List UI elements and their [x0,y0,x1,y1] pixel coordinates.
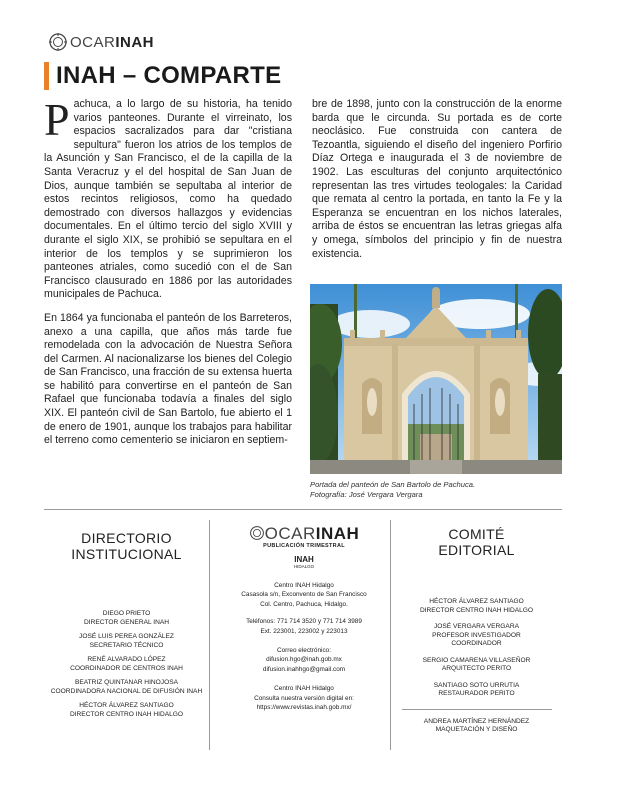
cemetery-gate-photo [310,284,562,474]
directory-person: RENÉ ALVARADO LÓPEZ COORDINADOR DE CENTROS INAH [70,656,183,672]
article-column-right [312,98,562,271]
directory-person: BEATRIZ QUINTANAR HINOJOSA COORDINADORA NACIONAL DE DIFUSIÓN INAH [50,679,203,695]
contact-info [218,520,390,750]
website-link[interactable]: https://www.revistas.inah.gob.mx/ [256,704,352,712]
article-column-left [44,94,292,458]
paragraph-3: bre de 1898, junto con la construcción de la enorme barda que le circunda. Su portada es de corte neoclásico. Fue construida con cantera de Tezoantla, siguiendo el diseño del ingeniero Porfirio Díaz Ortega e inaugurada el 3 de noviembre de 1902. Las esculturas del conjunto arquitectónico representan las tres virtudes teologales: la Caridad que remata al centro la portada, en tanto la Fe y la Esperanza se encuentran en los nichos laterales, arriba de éstos se encuentran las letras griegas alfa y omega, símbolos del principio y fin de nuestra existencia. [312,98,562,260]
header-logo [48,30,154,54]
ocar-logo-icon [48,32,68,52]
logo-text: OCARINAH [70,33,155,51]
comite-editorial [390,520,562,750]
web-block: Centro INAH Hidalgo Consulta nuestra versión digital en: https://www.revistas.inah.gob.mx/ [218,684,390,712]
caption-title: Portada del panteón de San Bartolo de Pachuca. [310,480,476,489]
publication-frequency: PUBLICACIÓN TRIMESTRAL [263,543,345,549]
title-accent-bar [44,62,49,90]
directory-person: HÉCTOR ÁLVAREZ SANTIAGO DIRECTOR CENTRO INAH HIDALGO [69,702,184,718]
drop-cap: P [44,94,70,145]
section-divider [44,509,562,510]
committee-divider [402,709,552,710]
directory-heading: DIRECTORIO INSTITUCIONAL [71,530,182,562]
ocarinah-logo: OCARINAH PUBLICACIÓN TRIMESTRAL [218,524,390,549]
committee-person: JOSÉ VERGARA VERGARA PROFESOR INVESTIGADOR COORDINADOR [432,623,521,647]
email-block: Correo electrónico: difusion.hgo@inah.gob.mx difusion.inahhgo@gmail.com [218,646,390,674]
phone-block: Teléfonos: 771 714 3520 y 771 714 3989 Ext. 223001, 223002 y 223013 [246,618,362,635]
paragraph-1: Pachuca, a lo largo de su historia, ha tenido varios panteones. Durante el virreinato, los espacios sacralizados para dar "cristiana sepultura" fueron los atrios de los templos de la Asunción y San Francisco, el de la capilla de la Santa Veracruz y el del hospital de San Juan de Dios, aunque también se sepultaba al interior de estos recintos religiosos, como ha quedado demostrado con diversos hallazgos y evidencias documentales. En el último tercio del siglo XVIII y durante el siglo XIX, se prohibió se sepultara en el interior de los templos y se suprimieron los panteones atriales, como sucedió con el de San Francisco clausurado en 1886 por las autoridades municipales de Pachuca. [44,94,292,301]
committee-person: HÉCTOR ÁLVAREZ SANTIAGO DIRECTOR CENTRO INAH HIDALGO [419,598,534,614]
directory-person: JOSÉ LUIS PEREA GONZÁLEZ SECRETARIO TÉCNICO [79,633,174,649]
email-link[interactable]: difusion.inahhgo@gmail.com [262,665,346,673]
email-link[interactable]: difusion.hgo@inah.gob.mx [266,656,342,664]
directory-person: DIEGO PRIETO DIRECTOR GENERAL INAH [83,610,169,626]
address-block: Centro INAH Hidalgo Casasola s/n, Exconvento de San Francisco Col. Centro, Pachuca, Hidalgo. [241,582,367,608]
committee-heading: COMITÉ EDITORIAL [438,526,515,558]
caption-credit: Fotografía: José Vergara Vergara [310,490,423,499]
committee-person: SERGIO CAMARENA VILLASEÑOR ARQUITECTO PERITO [422,656,531,672]
directorio-institucional [44,520,210,750]
article-title: INAH – COMPARTE [56,62,282,89]
paragraph-2: En 1864 ya funcionaba el panteón de los Barreteros, anexo a una capilla, que años más tarde fue remodelada con la advocación de Nuestra Señora del Carmen. Al nacionalizarse los bienes del Colegio de San Francisco, una fracción de su extensa huerta se habilitó para convertirse en el panteón de San Rafael que funcionaba todavía a finales del siglo XIX. El panteón civil de San Bartolo, fue abierto el 1 de enero de 1901, aunque los trabajos para habilitar el terreno como cementerio se iniciaron en septiem- [44,311,292,447]
committee-person: SANTIAGO SOTO URRUTIA RESTAURADOR PERITO [433,681,520,697]
inah-hidalgo-logo: INAH HIDALGO [293,555,315,569]
photo-caption [310,480,562,500]
ocar-logo-icon [249,525,265,541]
committee-person: ANDREA MARTÍNEZ HERNÁNDEZ MAQUETACIÓN Y DISEÑO [423,717,530,733]
